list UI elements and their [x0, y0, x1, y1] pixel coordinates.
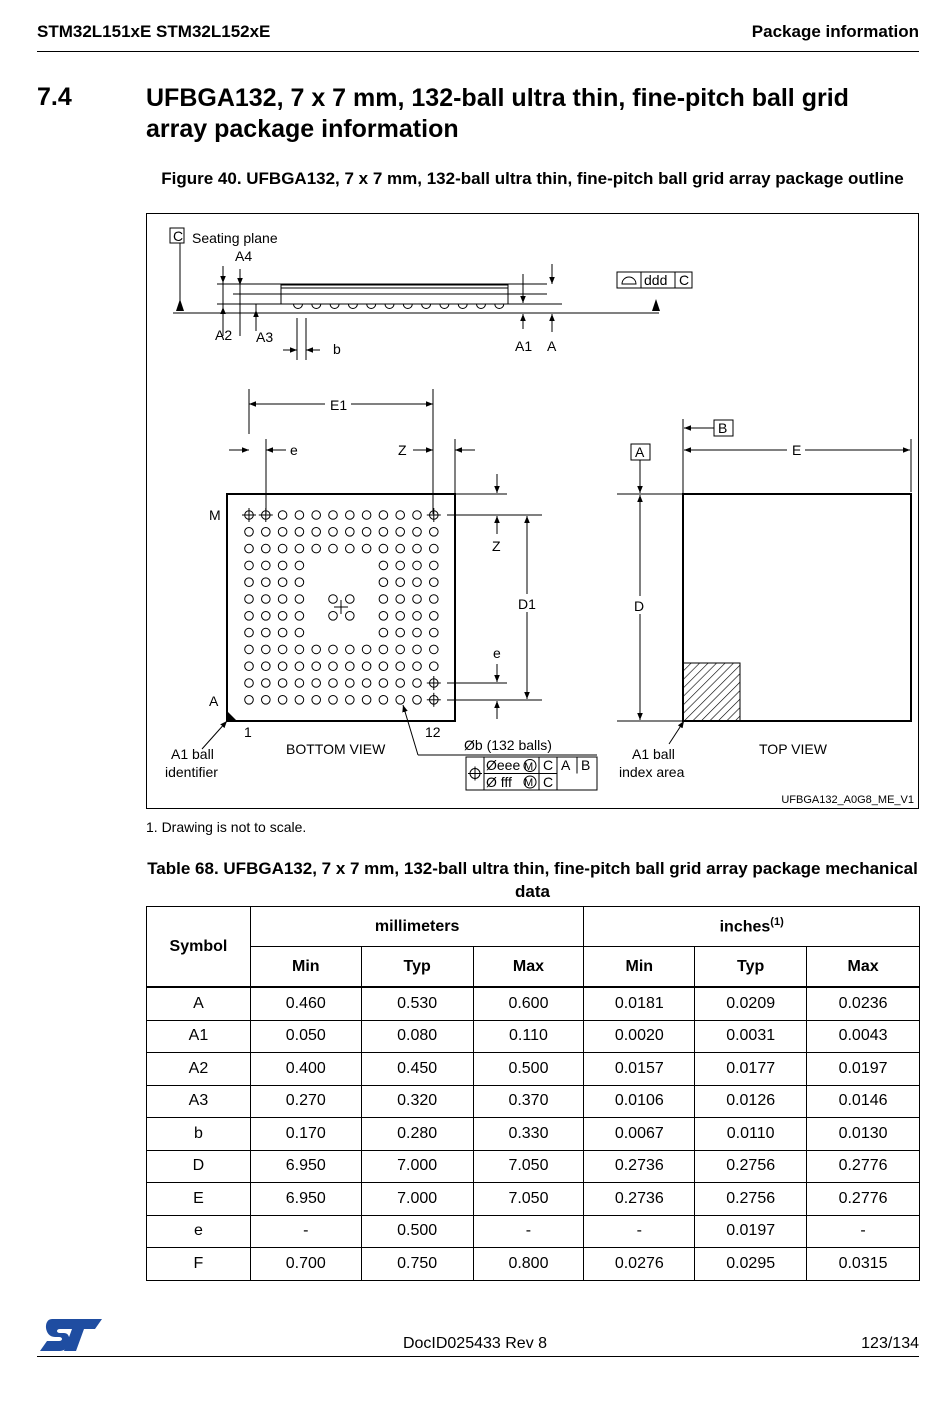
symbol-cell: D	[147, 1150, 251, 1183]
ball	[413, 511, 422, 520]
value-cell: 0.0197	[695, 1215, 807, 1248]
ball	[295, 645, 304, 654]
ball	[329, 679, 338, 688]
row-m-label: M	[209, 507, 221, 523]
ball	[430, 578, 439, 587]
value-cell: 0.0106	[584, 1085, 695, 1118]
side-ball	[477, 304, 486, 309]
side-ball	[348, 304, 357, 309]
value-cell: 0.2736	[584, 1150, 695, 1183]
ball	[346, 544, 355, 553]
header-section-name: Package information	[751, 22, 919, 41]
ball	[379, 679, 388, 688]
ball	[379, 544, 388, 553]
value-cell: 0.170	[250, 1118, 361, 1151]
value-cell: 0.2776	[807, 1150, 920, 1183]
subheader-in-typ: Typ	[695, 947, 807, 988]
ball	[329, 645, 338, 654]
e-pitch-top-label: e	[290, 442, 298, 458]
value-cell: 0.0197	[807, 1053, 920, 1086]
e-pitch-side-label: e	[493, 645, 501, 661]
z-side-label: Z	[492, 538, 501, 554]
table-row	[147, 1020, 920, 1053]
value-cell: 6.950	[250, 1150, 361, 1183]
symbol-header: Symbol	[147, 907, 251, 988]
header-doc-title: STM32L151xE STM32L152xE	[37, 22, 271, 41]
table-caption: Table 68. UFBGA132, 7 x 7 mm, 132-ball ultra thin, fine-pitch ball grid array package mechanical data	[147, 859, 918, 901]
value-cell: 0.0126	[695, 1085, 807, 1118]
value-cell: 0.050	[250, 1020, 361, 1053]
ball	[430, 628, 439, 637]
value-cell: 0.460	[250, 987, 361, 1020]
ball	[430, 612, 439, 621]
table-row	[147, 1118, 920, 1151]
symbol-cell: A2	[147, 1053, 251, 1086]
d1-label: D1	[518, 596, 536, 612]
ball	[278, 528, 287, 537]
ball	[379, 561, 388, 570]
value-cell: 0.0020	[584, 1020, 695, 1053]
e1-label: E1	[330, 397, 348, 413]
table-row	[147, 1248, 920, 1281]
value-cell: 0.500	[473, 1053, 584, 1086]
table-row	[147, 1150, 920, 1183]
ball	[430, 595, 439, 604]
ball	[346, 696, 355, 705]
seating-plane-label: Seating plane	[192, 230, 278, 246]
ball	[245, 561, 254, 570]
ball	[396, 528, 405, 537]
fff-label: Ø fff	[486, 774, 512, 790]
ball	[346, 511, 355, 520]
value-cell: 0.0031	[695, 1020, 807, 1053]
ball	[346, 528, 355, 537]
eee-c-label: C	[543, 757, 554, 773]
ball	[329, 544, 338, 553]
datum-b-label: B	[718, 420, 728, 436]
value-cell: 6.950	[250, 1183, 361, 1216]
ball	[278, 544, 287, 553]
value-cell: 0.0276	[584, 1248, 695, 1281]
a1-index-area	[683, 663, 740, 721]
value-cell: 0.700	[250, 1248, 361, 1281]
value-cell: 0.0236	[807, 987, 920, 1020]
ball	[278, 696, 287, 705]
subheader-in-min: Min	[584, 947, 695, 988]
table-row	[147, 1183, 920, 1216]
a1-corner-mark	[227, 711, 237, 721]
ball	[295, 696, 304, 705]
ball	[396, 612, 405, 621]
row-a-label: A	[209, 693, 219, 709]
z-top-label: Z	[398, 442, 407, 458]
subheader-mm-typ: Typ	[361, 947, 473, 988]
ball	[430, 662, 439, 671]
ball	[413, 696, 422, 705]
ball	[312, 511, 321, 520]
ball	[312, 645, 321, 654]
ball	[430, 528, 439, 537]
ball	[245, 628, 254, 637]
ball	[413, 561, 422, 570]
ball	[295, 628, 304, 637]
value-cell: 0.2776	[807, 1183, 920, 1216]
ball	[245, 595, 254, 604]
ball	[396, 662, 405, 671]
header-rule	[37, 51, 919, 52]
a3-label: A3	[256, 329, 274, 345]
value-cell: -	[250, 1215, 361, 1248]
value-cell: 0.0181	[584, 987, 695, 1020]
value-cell: 0.2756	[695, 1150, 807, 1183]
subheader-mm-min: Min	[250, 947, 361, 988]
ball	[312, 679, 321, 688]
value-cell: 0.370	[473, 1085, 584, 1118]
value-cell: 0.330	[473, 1118, 584, 1151]
value-cell: 0.530	[361, 987, 473, 1020]
value-cell: 0.0130	[807, 1118, 920, 1151]
ball	[262, 612, 271, 621]
value-cell: 7.000	[361, 1150, 473, 1183]
ball	[379, 612, 388, 621]
a-label: A	[547, 338, 557, 354]
ddd-label: ddd	[644, 272, 668, 288]
ball	[295, 595, 304, 604]
datum-a-label: A	[635, 444, 645, 460]
ball	[379, 645, 388, 654]
ball	[262, 595, 271, 604]
eee-label: Øeee	[486, 757, 521, 773]
ball	[329, 595, 338, 604]
ball	[379, 578, 388, 587]
ball	[278, 578, 287, 587]
a2-label: A2	[215, 327, 233, 343]
value-cell: -	[807, 1215, 920, 1248]
ball	[346, 662, 355, 671]
table-row	[147, 1085, 920, 1118]
fff-c-label: C	[543, 774, 554, 790]
ball	[262, 662, 271, 671]
ball	[346, 679, 355, 688]
ball	[396, 578, 405, 587]
ball	[262, 645, 271, 654]
value-cell: 0.0315	[807, 1248, 920, 1281]
table-row	[147, 1215, 920, 1248]
footer-page-number: 123/134	[861, 1335, 919, 1352]
ball	[312, 662, 321, 671]
ball	[430, 645, 439, 654]
ball	[346, 595, 355, 604]
ball	[413, 595, 422, 604]
ball	[295, 511, 304, 520]
value-cell: 0.280	[361, 1118, 473, 1151]
ball	[245, 528, 254, 537]
ball	[295, 578, 304, 587]
value-cell: 0.0043	[807, 1020, 920, 1053]
eee-m-label: M	[524, 761, 534, 773]
index-area-label: index area	[619, 764, 685, 780]
value-cell: 7.000	[361, 1183, 473, 1216]
value-cell: 0.0157	[584, 1053, 695, 1086]
symbol-cell: E	[147, 1183, 251, 1216]
ball	[329, 528, 338, 537]
ball	[245, 696, 254, 705]
value-cell: 0.080	[361, 1020, 473, 1053]
side-ball	[495, 304, 504, 309]
value-cell: 0.500	[361, 1215, 473, 1248]
ball	[413, 528, 422, 537]
ball	[295, 679, 304, 688]
figure-note: 1. Drawing is not to scale.	[146, 819, 307, 835]
side-ball	[294, 304, 303, 309]
ball	[430, 544, 439, 553]
ball	[396, 511, 405, 520]
ball	[346, 612, 355, 621]
ball	[413, 679, 422, 688]
ball	[362, 679, 371, 688]
ball	[379, 696, 388, 705]
ball	[262, 528, 271, 537]
balls-label: Øb (132 balls)	[464, 737, 552, 753]
drawing-id: UFBGA132_A0G8_ME_V1	[781, 794, 914, 806]
package-drawing	[147, 214, 920, 810]
ddd-c-label: C	[679, 272, 690, 288]
ball	[295, 528, 304, 537]
subheader-in-max: Max	[807, 947, 920, 988]
ball	[245, 578, 254, 587]
symbol-cell: e	[147, 1215, 251, 1248]
ball	[262, 561, 271, 570]
d-dim-label: D	[634, 598, 645, 614]
value-cell: 7.050	[473, 1150, 584, 1183]
ball	[278, 511, 287, 520]
ball	[396, 645, 405, 654]
symbol-cell: A3	[147, 1085, 251, 1118]
ball	[278, 612, 287, 621]
value-cell: 0.0209	[695, 987, 807, 1020]
table-row	[147, 987, 920, 1020]
ball	[295, 662, 304, 671]
ball	[396, 679, 405, 688]
ball	[278, 595, 287, 604]
ball	[413, 544, 422, 553]
identifier-label: identifier	[165, 764, 218, 780]
ball	[379, 662, 388, 671]
ball	[245, 544, 254, 553]
value-cell: 0.600	[473, 987, 584, 1020]
symbol-cell: A1	[147, 1020, 251, 1053]
datum-c-label: C	[173, 228, 184, 244]
value-cell: 0.2756	[695, 1183, 807, 1216]
ball	[245, 679, 254, 688]
eee-b-label: B	[581, 757, 591, 773]
inches-header: inches$^{(1)}$	[584, 907, 920, 947]
col-1-label: 1	[244, 724, 252, 740]
ball	[362, 528, 371, 537]
value-cell: -	[584, 1215, 695, 1248]
side-balls	[294, 304, 504, 309]
ball	[245, 662, 254, 671]
value-cell: 0.800	[473, 1248, 584, 1281]
side-ball	[330, 304, 339, 309]
ball	[262, 696, 271, 705]
ball	[362, 511, 371, 520]
ball	[295, 561, 304, 570]
a1-ball-label-2: A1 ball	[632, 746, 675, 762]
ball	[329, 612, 338, 621]
ball	[413, 612, 422, 621]
symbol-cell: F	[147, 1248, 251, 1281]
ball	[396, 544, 405, 553]
ball	[329, 696, 338, 705]
footer-rule	[37, 1356, 919, 1357]
a1-ball-label: A1 ball	[171, 746, 214, 762]
ball	[379, 511, 388, 520]
ball	[396, 696, 405, 705]
value-cell: 0.0146	[807, 1085, 920, 1118]
ball	[362, 662, 371, 671]
b-label: b	[333, 341, 341, 357]
ball	[346, 645, 355, 654]
millimeters-header: millimeters	[250, 907, 583, 947]
col-12-label: 12	[425, 724, 441, 740]
value-cell: 0.2736	[584, 1183, 695, 1216]
section-number: 7.4	[37, 83, 72, 111]
value-cell: 0.270	[250, 1085, 361, 1118]
top-view-label: TOP VIEW	[759, 741, 827, 757]
value-cell: 0.750	[361, 1248, 473, 1281]
subheader-mm-max: Max	[473, 947, 584, 988]
ball	[262, 544, 271, 553]
ball	[379, 628, 388, 637]
ball	[245, 612, 254, 621]
ball	[295, 544, 304, 553]
footer-doc-id: DocID025433 Rev 8	[402, 1335, 548, 1352]
bottom-view-label: BOTTOM VIEW	[286, 741, 386, 757]
ball	[312, 696, 321, 705]
value-cell: -	[473, 1215, 584, 1248]
ball	[278, 628, 287, 637]
ball	[262, 679, 271, 688]
ball	[329, 511, 338, 520]
a4-label: A4	[235, 248, 253, 264]
ball	[362, 544, 371, 553]
e-dim-label: E	[792, 442, 802, 458]
side-ball	[403, 304, 412, 309]
ball	[413, 662, 422, 671]
ball	[396, 561, 405, 570]
package-outline-figure	[146, 213, 919, 809]
value-cell: 0.0067	[584, 1118, 695, 1151]
ball	[413, 578, 422, 587]
ball	[396, 595, 405, 604]
section-title: UFBGA132, 7 x 7 mm, 132-ball ultra thin, fine-pitch ball grid array package information	[146, 84, 849, 143]
ball	[413, 645, 422, 654]
value-cell: 7.050	[473, 1183, 584, 1216]
value-cell: 0.0177	[695, 1053, 807, 1086]
symbol-cell: b	[147, 1118, 251, 1151]
ball	[278, 662, 287, 671]
value-cell: 0.450	[361, 1053, 473, 1086]
side-ball	[367, 304, 376, 309]
value-cell: 0.0110	[695, 1118, 807, 1151]
side-ball	[458, 304, 467, 309]
ball	[262, 578, 271, 587]
a1-label: A1	[515, 338, 533, 354]
ball	[278, 561, 287, 570]
ball	[312, 528, 321, 537]
eee-a-label: A	[561, 757, 571, 773]
table-row	[147, 1053, 920, 1086]
ball	[413, 628, 422, 637]
value-cell: 0.110	[473, 1020, 584, 1053]
value-cell: 0.400	[250, 1053, 361, 1086]
ball	[295, 612, 304, 621]
ball	[379, 595, 388, 604]
ball	[396, 628, 405, 637]
side-ball	[385, 304, 394, 309]
ball	[278, 679, 287, 688]
fff-m-label: M	[524, 777, 534, 789]
ball	[278, 645, 287, 654]
ball	[262, 628, 271, 637]
symbol-cell: A	[147, 987, 251, 1020]
ball	[362, 645, 371, 654]
ball	[245, 645, 254, 654]
mechanical-data-table	[146, 906, 920, 1281]
ball	[312, 544, 321, 553]
side-ball	[440, 304, 449, 309]
ball	[362, 696, 371, 705]
value-cell: 0.0295	[695, 1248, 807, 1281]
ball	[430, 561, 439, 570]
profile-surface-icon	[622, 277, 636, 284]
side-ball	[312, 304, 321, 309]
value-cell: 0.320	[361, 1085, 473, 1118]
side-ball	[422, 304, 431, 309]
ball	[329, 662, 338, 671]
figure-caption: Figure 40. UFBGA132, 7 x 7 mm, 132-ball ultra thin, fine-pitch ball grid array package outline	[161, 169, 904, 188]
ball	[379, 528, 388, 537]
